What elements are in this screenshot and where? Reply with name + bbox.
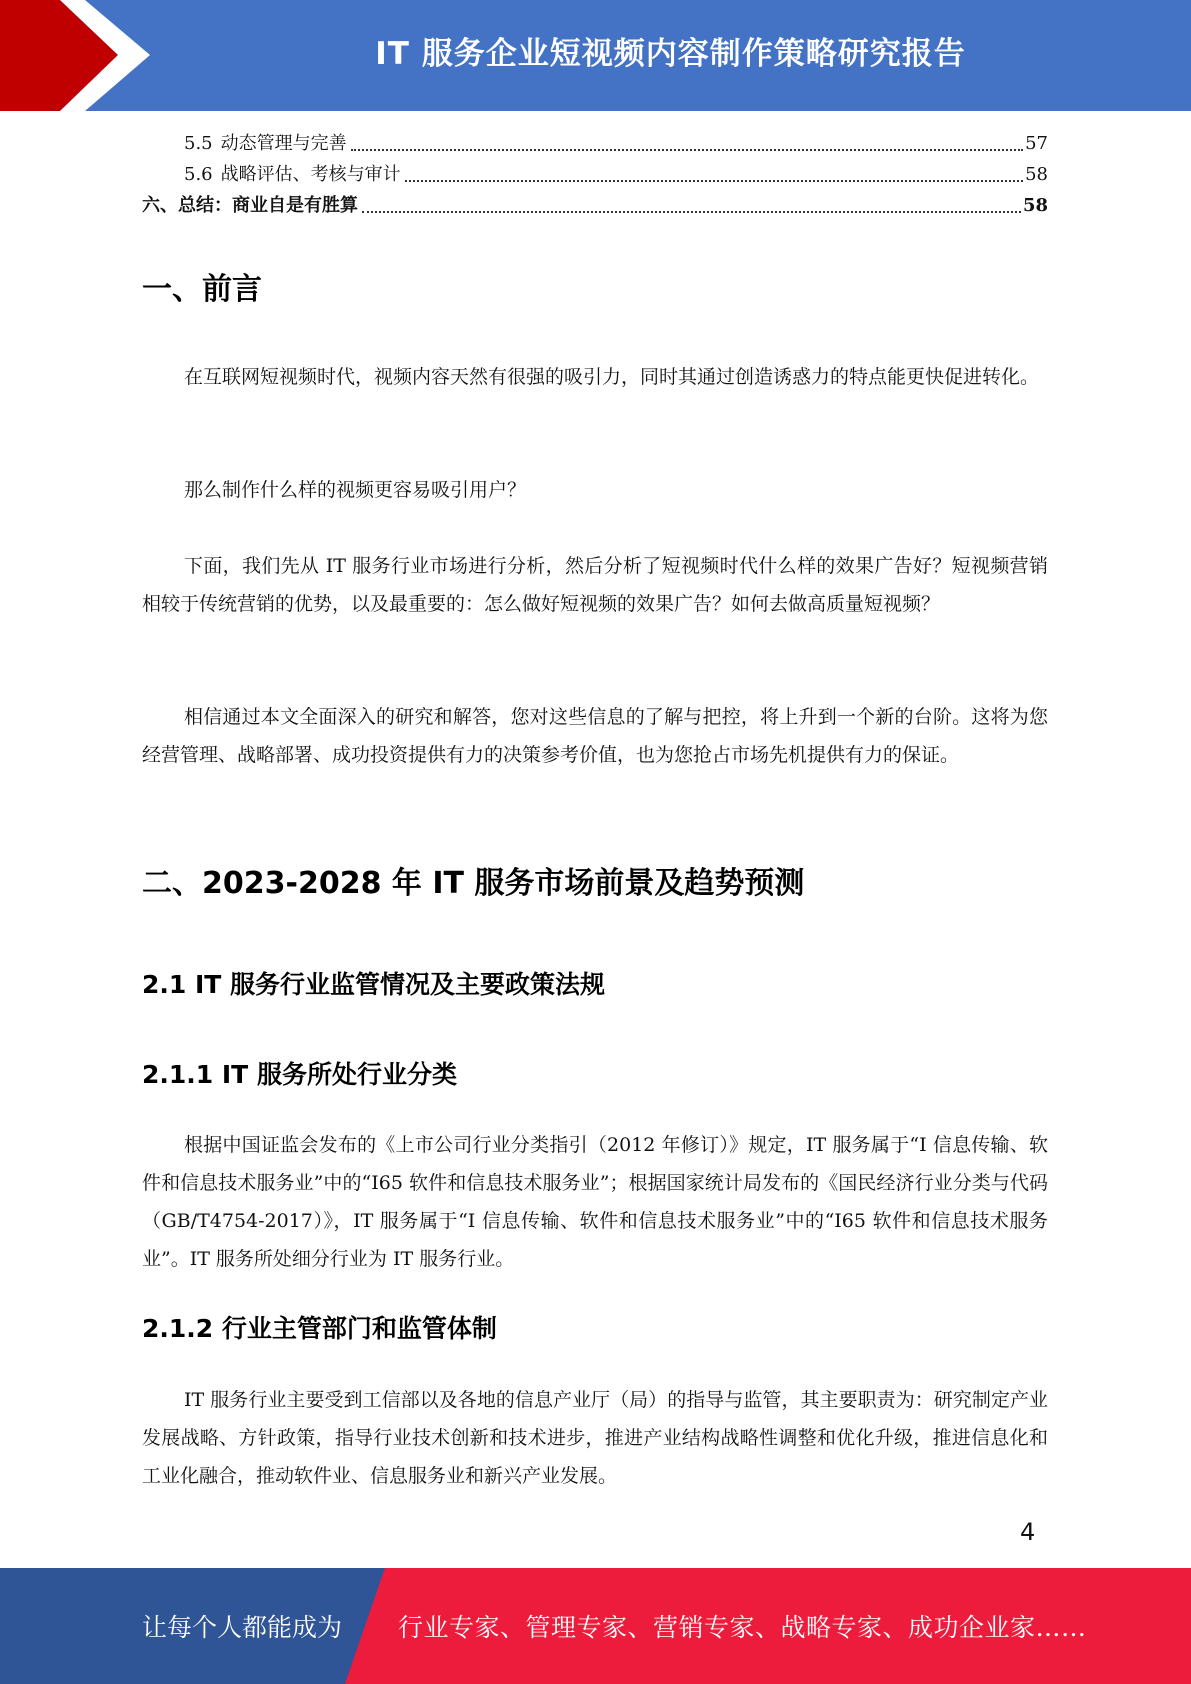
- toc-entry[interactable]: [142, 190, 1048, 221]
- toc-entry[interactable]: [142, 159, 1048, 190]
- subsection-heading-2-1: 2.1 IT 服务行业监管情况及主要政策法规: [142, 970, 606, 999]
- subsection-heading-2-1-1: 2.1.1 IT 服务所处行业分类: [142, 1060, 457, 1089]
- regulation-paragraph: IT 服务行业主要受到工信部以及各地的信息产业厅（局）的指导与监管，其主要职责为：研究制定产业发展战略、方针政策，指导行业技术创新和技术进步，推进产业结构战略性调整和优化升级，推进信息化和工业化融合，推动软件业、信息服务业和新兴产业发展。: [142, 1389, 1048, 1487]
- footer-banner: [0, 1568, 1191, 1684]
- toc-leader-dots: [405, 180, 1023, 182]
- toc-entry-label: 动态管理与完善: [220, 133, 347, 154]
- footer-slogan-right: 行业专家、管理专家、营销专家、战略专家、成功企业家……: [398, 1613, 1087, 1642]
- toc-leader-dots: [351, 149, 1023, 151]
- subsection-heading-2-1-2: 2.1.2 行业主管部门和监管体制: [142, 1314, 497, 1343]
- toc-leader-dots: [362, 211, 1021, 213]
- classification-paragraph: 根据中国证监会发布的《上市公司行业分类指引（2012 年修订）》规定，IT 服务属于“I 信息传输、软件和信息技术服务业”中的“I65 软件和信息技术服务业”；根据国家统计局发布的《国民经济行业分类与代码（GB/T4754-2017）》，IT 服务属于“I 信息传输、软件和信息技术服务业”中的“I65 软件和信息技术服务业”。IT 服务所处细分行业为 IT 服务行业。: [142, 1134, 1048, 1270]
- intro-paragraph-1: 在互联网短视频时代，视频内容天然有很强的吸引力，同时其通过创造诱惑力的特点能更快促进转化。: [184, 366, 1040, 388]
- intro-paragraph-2: 那么制作什么样的视频更容易吸引用户？: [184, 479, 527, 501]
- toc-entry-number: 六、: [142, 195, 178, 216]
- intro-paragraph-3: 下面，我们先从 IT 服务行业市场进行分析，然后分析了短视频时代什么样的效果广告好？短视频营销相较于传统营销的优势，以及最重要的：怎么做好短视频的效果广告？如何去做高质量短视频？: [142, 555, 1048, 615]
- header-title: IT 服务企业短视频内容制作策略研究报告: [375, 35, 966, 72]
- toc-entry-page: 58: [1025, 164, 1048, 185]
- toc-entry-label: 战略评估、考核与审计: [220, 164, 401, 185]
- table-of-contents: [142, 128, 1048, 221]
- toc-entry-number: 5.6: [184, 164, 213, 185]
- header-banner: [0, 0, 1191, 111]
- toc-entry-label: 总结：商业自是有胜算: [178, 195, 358, 216]
- section-heading-market: 二、2023-2028 年 IT 服务市场前景及趋势预测: [142, 866, 805, 901]
- section-heading-intro: 一、前言: [142, 272, 262, 307]
- page-number: 4: [1020, 1518, 1036, 1546]
- intro-paragraph-4: 相信通过本文全面深入的研究和解答，您对这些信息的了解与把控，将上升到一个新的台阶。这将为您经营管理、战略部署、成功投资提供有力的决策参考价值，也为您抢占市场先机提供有力的保证。: [142, 706, 1048, 766]
- toc-entry-number: 5.5: [184, 133, 213, 154]
- toc-entry-page: 58: [1022, 195, 1048, 216]
- toc-entry[interactable]: [142, 128, 1048, 159]
- footer-slogan-left: 让每个人都能成为: [142, 1613, 343, 1642]
- toc-entry-page: 57: [1025, 133, 1048, 154]
